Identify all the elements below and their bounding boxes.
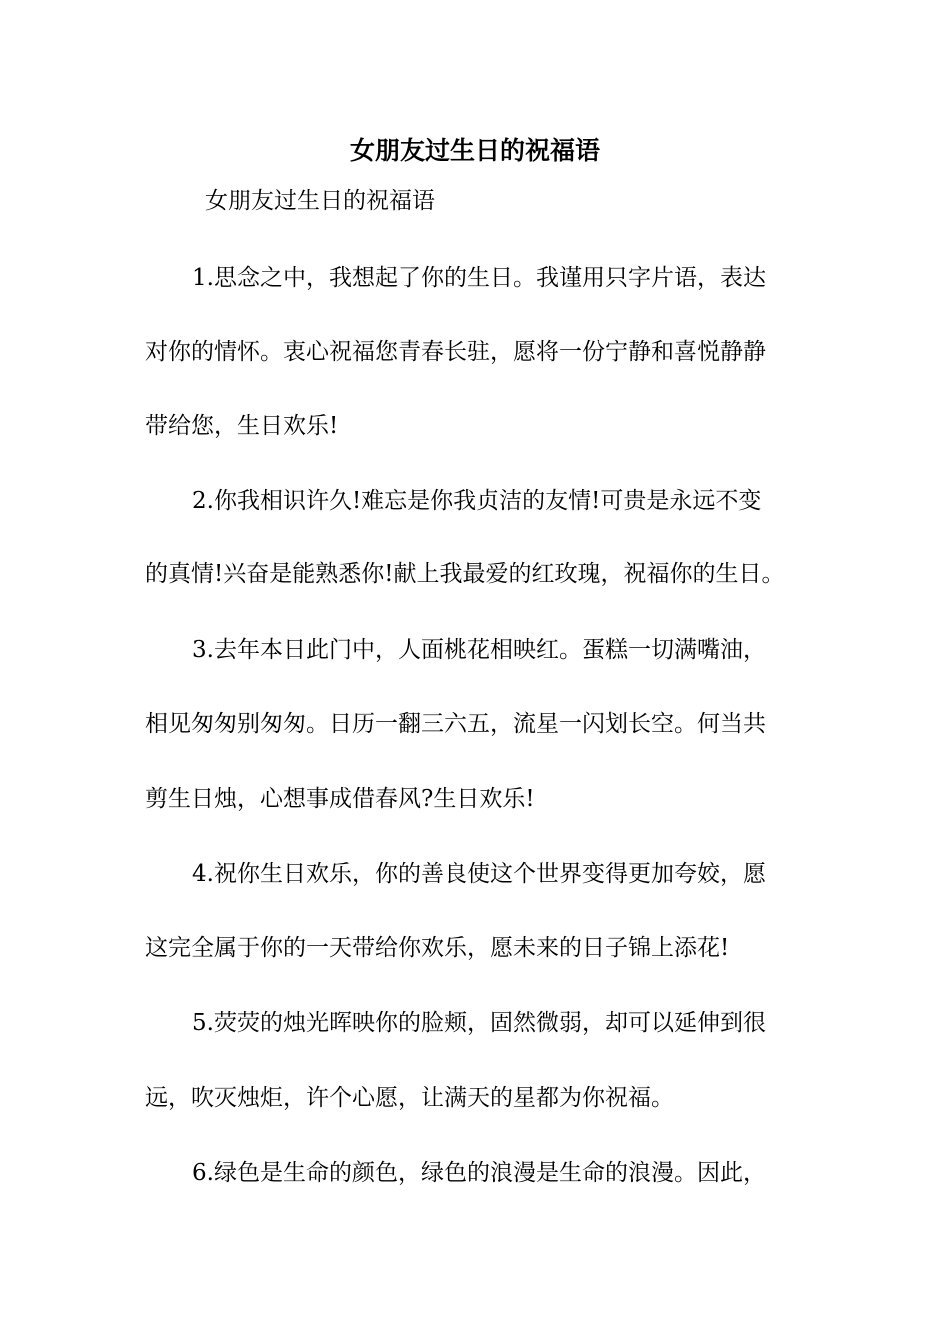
paragraph-line: 6.绿色是生命的颜色，绿色的浪漫是生命的浪漫。因此，: [192, 1160, 766, 1186]
paragraph-line: 1.思念之中，我想起了你的生日。我谨用只字片语，表达: [192, 265, 766, 291]
paragraph-line: 对你的情怀。衷心祝福您青春长驻，愿将一份宁静和喜悦静静: [145, 339, 766, 365]
paragraph-line: 3.去年本日此门中，人面桃花相映红。蛋糕一切满嘴油，: [192, 637, 766, 663]
paragraph-line: 带给您，生日欢乐!: [145, 413, 339, 439]
document-title: 女朋友过生日的祝福语: [349, 136, 600, 165]
paragraph-line: 4.祝你生日欢乐，你的善良使这个世界变得更加夸姣，愿: [192, 861, 766, 887]
paragraph-line: 的真情!兴奋是能熟悉你!献上我最爱的红玫瑰，祝福你的生日。: [145, 561, 785, 587]
paragraph-line: 剪生日烛，心想事成借春风?生日欢乐!: [145, 786, 535, 812]
document-subtitle: 女朋友过生日的祝福语: [205, 188, 435, 214]
paragraph-line: 2.你我相识许久!难忘是你我贞洁的友情!可贵是永远不变: [192, 488, 762, 514]
paragraph-line: 远，吹灭烛炬，许个心愿，让满天的星都为你祝福。: [145, 1085, 674, 1111]
paragraph-line: 这完全属于你的一天带给你欢乐，愿未来的日子锦上添花!: [145, 935, 730, 961]
paragraph-line: 5.荧荧的烛光晖映你的脸颊，固然微弱，却可以延伸到很: [192, 1010, 766, 1036]
paragraph-line: 相见匆匆别匆匆。日历一翻三六五，流星一闪划长空。何当共: [145, 711, 766, 737]
